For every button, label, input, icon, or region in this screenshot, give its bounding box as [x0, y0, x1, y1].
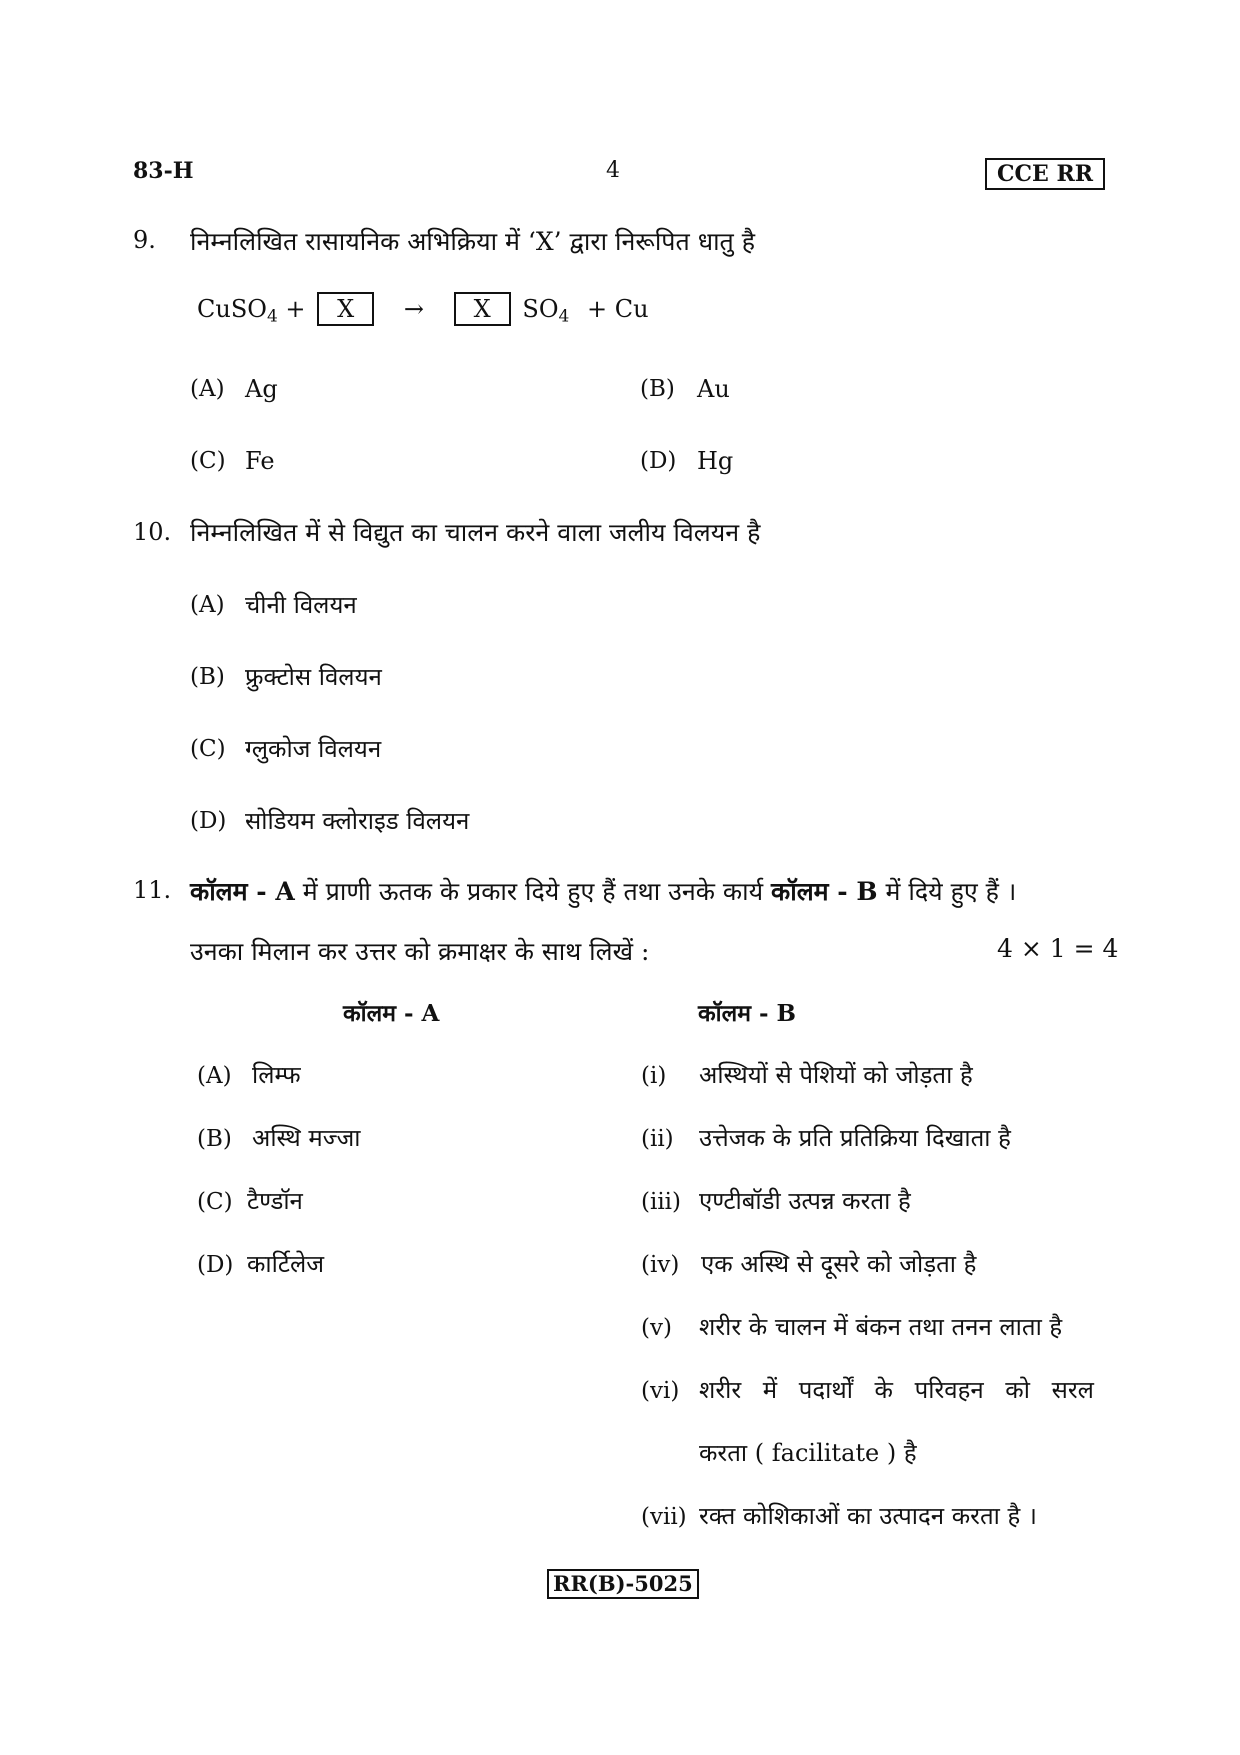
col-a-item-b: अस्थि मज्जा — [252, 1124, 361, 1152]
q10-number: 10. — [133, 518, 172, 546]
paper-code: 83-H — [133, 158, 194, 184]
q11-number: 11. — [133, 876, 172, 904]
col-b-item-vi: शरीर में पदार्थों के परिवहन को सरल — [699, 1376, 1094, 1404]
q9-option-c-label: (C) — [190, 448, 226, 474]
col-b-item-i-label: (i) — [641, 1063, 667, 1089]
q9-number: 9. — [133, 226, 156, 254]
col-b-item-v: शरीर के चालन में बंकन तथा तनन लाता है — [699, 1313, 1063, 1341]
q10-option-a: चीनी विलयन — [245, 591, 357, 619]
q9-option-d: Hg — [697, 447, 734, 475]
column-b-heading: कॉलम - B — [698, 1000, 796, 1027]
col-a-item-a-label: (A) — [197, 1063, 232, 1089]
q9-text: निम्नलिखित रासायनिक अभिक्रिया में ‘X’ द्वारा निरूपित धातु है — [190, 227, 756, 256]
eq-x-box-2: X — [454, 292, 511, 326]
col-b-item-ii: उत्तेजक के प्रति प्रतिक्रिया दिखाता है — [699, 1124, 1011, 1152]
eq-arrow: → — [403, 295, 424, 323]
col-b-item-ii-label: (ii) — [641, 1126, 674, 1152]
q10-option-b-label: (B) — [190, 664, 225, 690]
page-number: 4 — [606, 158, 620, 183]
eq-plus: + — [285, 295, 306, 323]
q9-option-c: Fe — [245, 447, 275, 475]
col-a-item-c-label: (C) — [197, 1189, 233, 1215]
q9-option-b-label: (B) — [640, 376, 675, 402]
q11-marks: 4 × 1 = 4 — [997, 934, 1119, 963]
q11-col-a-ref: कॉलम - A — [190, 877, 295, 906]
col-b-item-iv: एक अस्थि से दूसरे को जोड़ता है — [701, 1250, 977, 1278]
q10-option-d: सोडियम क्लोराइड विलयन — [245, 807, 470, 835]
column-a-heading: कॉलम - A — [343, 1000, 440, 1027]
col-a-item-b-label: (B) — [197, 1126, 232, 1152]
series-badge: CCE RR — [985, 158, 1105, 190]
q10-option-c-label: (C) — [190, 736, 226, 762]
q9-option-a: Ag — [245, 375, 278, 403]
col-b-item-vii-label: (vii) — [641, 1504, 687, 1530]
col-b-item-iii-label: (iii) — [641, 1189, 682, 1215]
q10-option-b: फ्रुक्टोस विलयन — [245, 663, 382, 691]
col-b-item-iv-label: (iv) — [641, 1252, 680, 1278]
q11-line-2: उनका मिलान कर उत्तर को क्रमाक्षर के साथ लिखें : — [190, 937, 650, 966]
q10-text: निम्नलिखित में से विद्युत का चालन करने वाला जलीय विलयन है — [190, 518, 761, 547]
footer-code: RR(B)-5025 — [547, 1569, 699, 1599]
q10-option-d-label: (D) — [190, 808, 227, 834]
eq-reactant: CuSO — [197, 295, 267, 323]
eq-product-sub: 4 — [558, 306, 570, 327]
q11-col-b-ref: कॉलम - B — [771, 877, 878, 906]
col-a-item-a: लिम्फ — [252, 1061, 301, 1089]
q11-line-1-mid: में प्राणी ऊतक के प्रकार दिये हुए हैं तथा उनके कार्य — [302, 877, 764, 906]
col-b-item-i: अस्थियों से पेशियों को जोड़ता है — [699, 1061, 973, 1089]
eq-x-box-1: X — [317, 292, 374, 326]
q11-line-1 — [190, 874, 1016, 908]
eq-reactant-sub: 4 — [266, 306, 278, 327]
col-a-item-c: टैण्डॉन — [247, 1187, 303, 1215]
col-b-item-iii: एण्टीबॉडी उत्पन्न करता है — [699, 1187, 911, 1215]
q9-option-b: Au — [697, 375, 730, 403]
col-b-item-vi-label: (vi) — [641, 1378, 680, 1404]
q9-equation — [197, 292, 649, 326]
q10-option-c: ग्लुकोज विलयन — [245, 735, 382, 763]
col-b-item-vi-cont: करता ( facilitate ) है — [699, 1439, 917, 1467]
eq-product: SO — [522, 295, 559, 323]
col-b-item-vii: रक्त कोशिकाओं का उत्पादन करता है । — [699, 1502, 1037, 1530]
eq-plus-cu: + Cu — [586, 295, 649, 323]
q11-line-1-end: में दिये हुए हैं । — [885, 877, 1017, 906]
q9-option-d-label: (D) — [640, 448, 677, 474]
q9-option-a-label: (A) — [190, 376, 225, 402]
col-a-item-d: कार्टिलेज — [247, 1250, 325, 1278]
col-b-item-v-label: (v) — [641, 1315, 672, 1341]
q10-option-a-label: (A) — [190, 592, 225, 618]
col-a-item-d-label: (D) — [197, 1252, 234, 1278]
